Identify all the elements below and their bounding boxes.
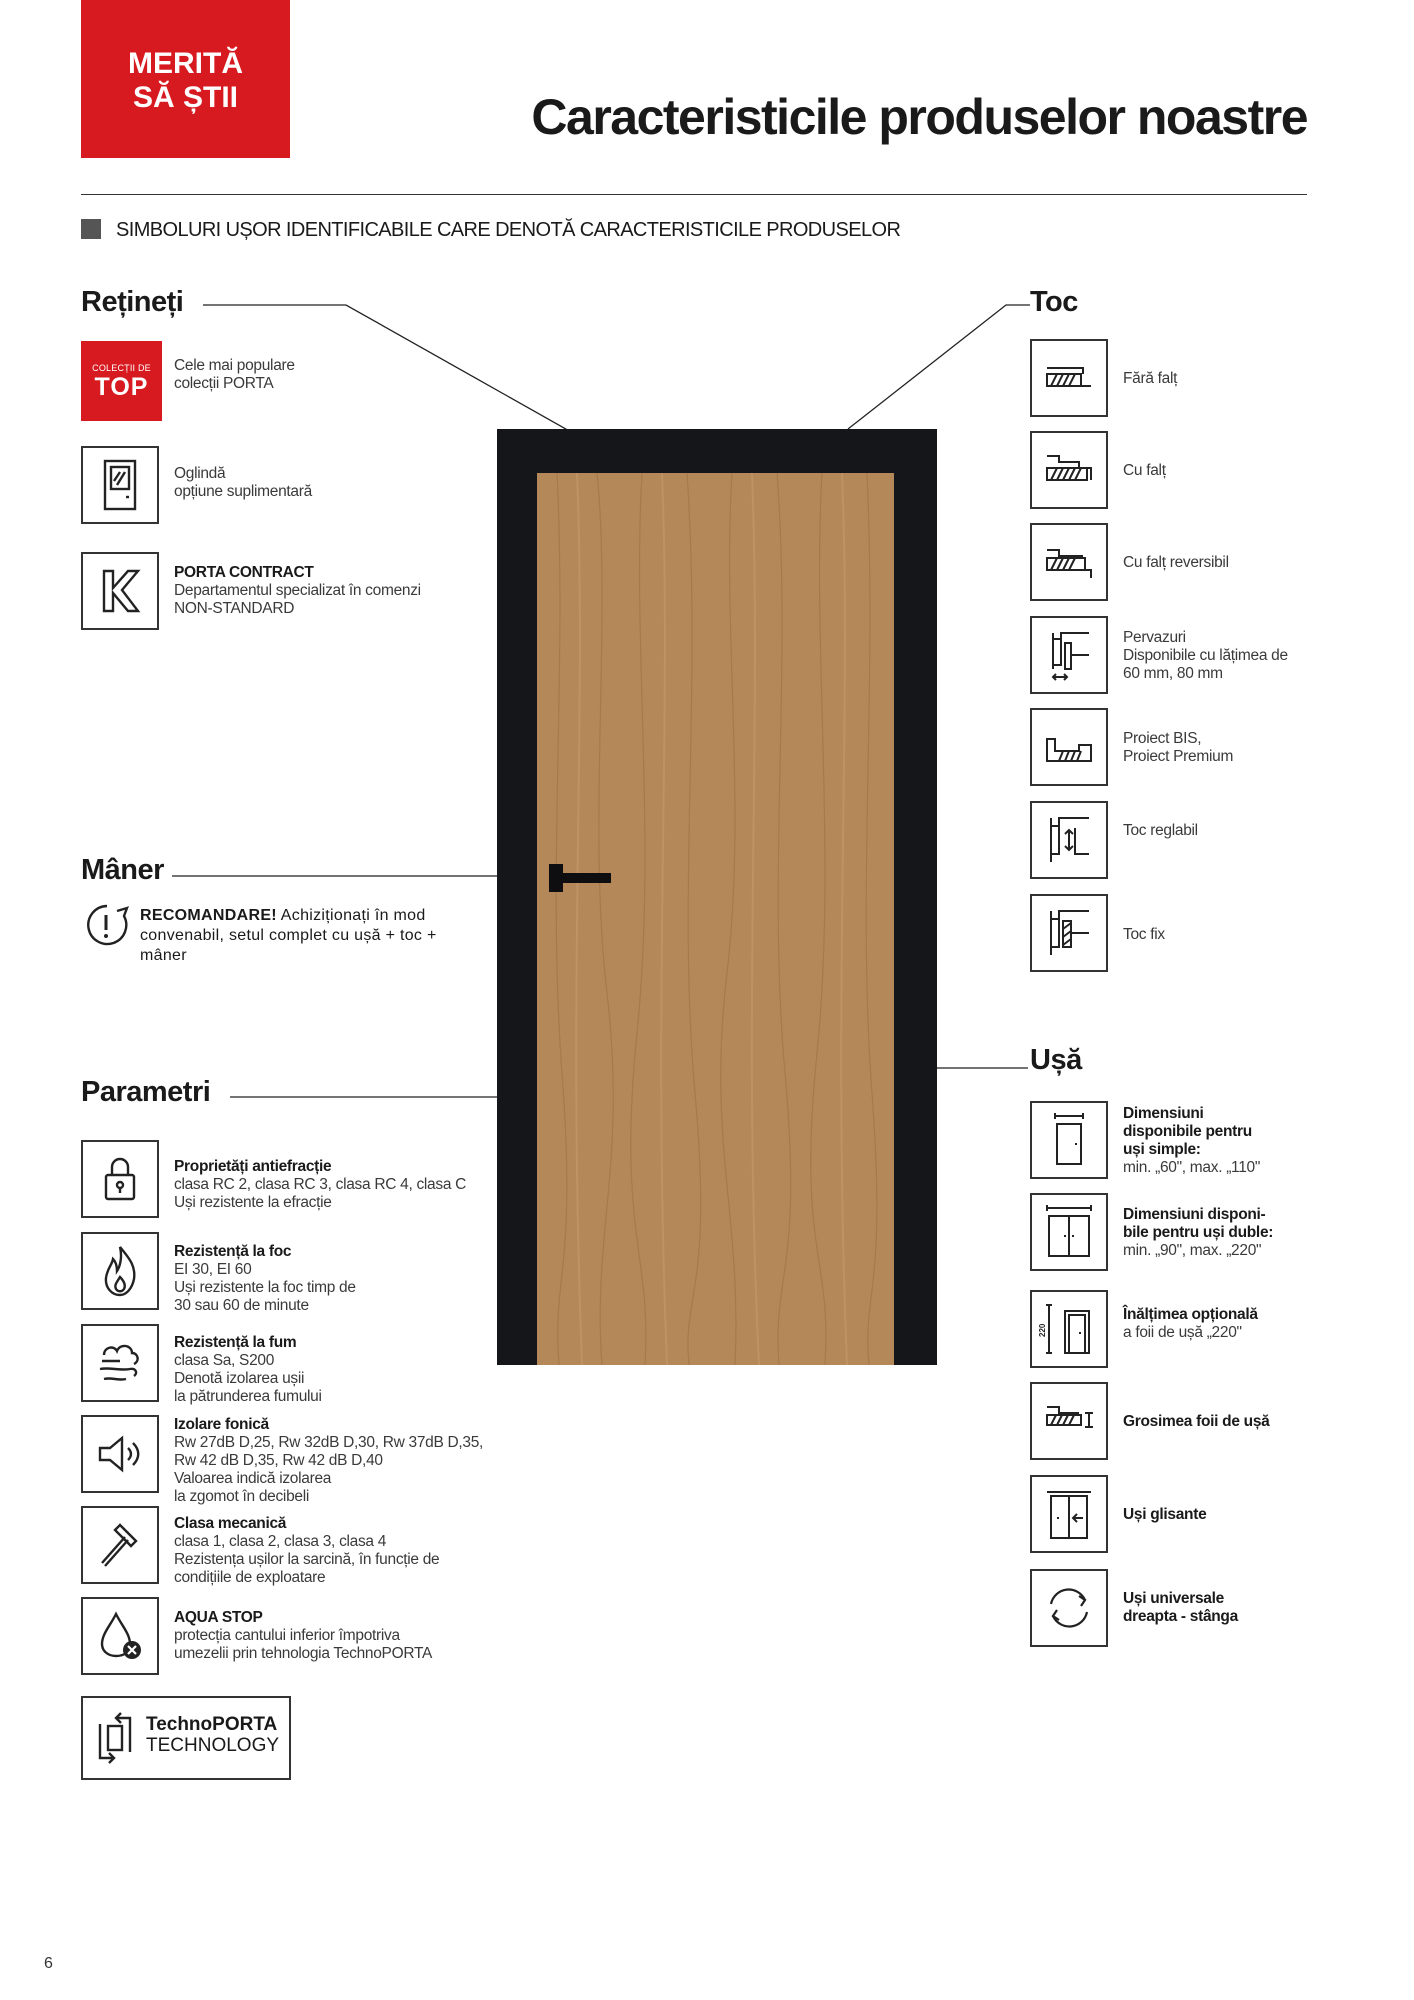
param-sound: Izolare fonică Rw 27dB D,25, Rw 32dB D,30, Rw 37dB D,35, Rw 42 dB D,35, Rw 42 dB D,40 Valoarea indică izolarea la zgomot în decibeli [174, 1416, 484, 1505]
door-handle-lever [549, 873, 611, 883]
fire-icon [81, 1232, 159, 1310]
frame-with-rebate-icon [1030, 431, 1108, 509]
top-collections-badge [81, 341, 162, 421]
mirror-icon [81, 446, 159, 524]
hammer-icon [81, 1506, 159, 1584]
usa-heading: Ușă [1030, 1044, 1082, 1076]
badge-line-1: MERITĂ [128, 47, 243, 80]
toc-item-adjustable: Toc reglabil [1123, 822, 1198, 839]
usa-item-double: Dimensiuni disponi- bile pentru uși duble: min. „90", max. „220" [1123, 1206, 1274, 1259]
usa-item-sliding: Uși glisante [1123, 1506, 1207, 1523]
maner-recommendation: RECOMANDARE! Achiziționați în mod convenabil, setul complet cu ușă + toc + mâner [140, 907, 437, 964]
door-thickness-icon [1030, 1382, 1108, 1460]
adjustable-frame-icon [1030, 801, 1108, 879]
smoke-icon [81, 1324, 159, 1402]
page-number: 6 [44, 1955, 53, 1972]
toc-item-rebate: Cu falț [1123, 462, 1166, 479]
toc-item-project: Proiect BIS, Proiect Premium [1123, 730, 1234, 765]
frame-without-rebate-icon [1030, 339, 1108, 417]
wood-grain [537, 473, 894, 1365]
double-door-icon [1030, 1193, 1108, 1271]
callout-line-toc [848, 305, 1030, 429]
top-badge-small: COLECȚII DE [92, 363, 151, 373]
page-subtitle: SIMBOLURI UȘOR IDENTIFICABILE CARE DENOTĂ CARACTERISTICILE PRODUSELOR [116, 219, 901, 241]
height-icon-label: 220 [1038, 1323, 1047, 1337]
frame-reversible-rebate-icon [1030, 523, 1108, 601]
toc-item-reversible: Cu falț reversibil [1123, 554, 1229, 571]
top-badge-large: TOP [94, 373, 149, 401]
door-leaf [537, 473, 894, 1365]
maner-heading: Mâner [81, 854, 164, 886]
retineti-heading: Rețineți [81, 286, 184, 318]
usa-item-single: Dimensiuni disponibile pentru uși simple: min. „60", max. „110" [1123, 1105, 1261, 1176]
toc-item-architrave: Pervazuri Disponibile cu lățimea de 60 mm, 80 mm [1123, 629, 1288, 682]
toc-heading: Toc [1030, 286, 1078, 318]
retineti-item-contract: PORTA CONTRACT Departamentul specializat în comenzi NON-STANDARD [174, 564, 421, 617]
technoporta-arrows-icon [92, 1710, 138, 1766]
project-bis-icon [1030, 708, 1108, 786]
retineti-item-mirror: Oglindă opțiune suplimentară [174, 465, 312, 500]
technoporta-text: TechnoPORTA TECHNOLOGY [146, 1714, 280, 1756]
sliding-door-icon [1030, 1475, 1108, 1553]
parametri-heading: Parametri [81, 1076, 211, 1108]
speaker-sound-icon [81, 1415, 159, 1493]
badge-line-2: SĂ ȘTII [132, 81, 238, 114]
padlock-icon [81, 1140, 159, 1218]
usa-item-height: Înălțimea opțională a foii de ușă „220" [1123, 1306, 1258, 1341]
warning-exclamation-icon [84, 902, 130, 948]
param-fire: Rezistență la foc EI 30, EI 60 Uși rezistente la foc timp de 30 sau 60 de minute [174, 1243, 356, 1314]
param-burglary: Proprietăți antiefracție clasa RC 2, clasa RC 3, clasa RC 4, clasa C Uși rezistente la efracție [174, 1158, 467, 1211]
param-aqua-stop: AQUA STOP protecția cantului inferior împotriva umezelii prin tehnologia TechnoPORTA [174, 1609, 433, 1662]
retineti-item-top: Cele mai populare colecții PORTA [174, 357, 295, 392]
single-door-icon [1030, 1101, 1108, 1179]
porta-contract-k-icon [81, 552, 159, 630]
usa-item-thickness: Grosimea foii de ușă [1123, 1413, 1270, 1430]
param-smoke: Rezistență la fum clasa Sa, S200 Denotă izolarea ușii la pătrunderea fumului [174, 1334, 322, 1405]
water-drop-icon [81, 1597, 159, 1675]
architrave-icon [1030, 616, 1108, 694]
toc-item-no-rebate: Fără falț [1123, 370, 1178, 387]
universal-door-rotate-icon [1030, 1569, 1108, 1647]
param-mechanical: Clasa mecanică clasa 1, clasa 2, clasa 3, clasa 4 Rezistența ușilor la sarcină, în funcție de condițiile de exploatare [174, 1515, 440, 1586]
toc-item-fixed: Toc fix [1123, 926, 1165, 943]
door-height-icon [1030, 1290, 1108, 1368]
fixed-frame-icon [1030, 894, 1108, 972]
usa-item-universal: Uși universale dreapta - stânga [1123, 1590, 1238, 1625]
page-title: Caracteristicile produselor noastre [531, 89, 1307, 145]
